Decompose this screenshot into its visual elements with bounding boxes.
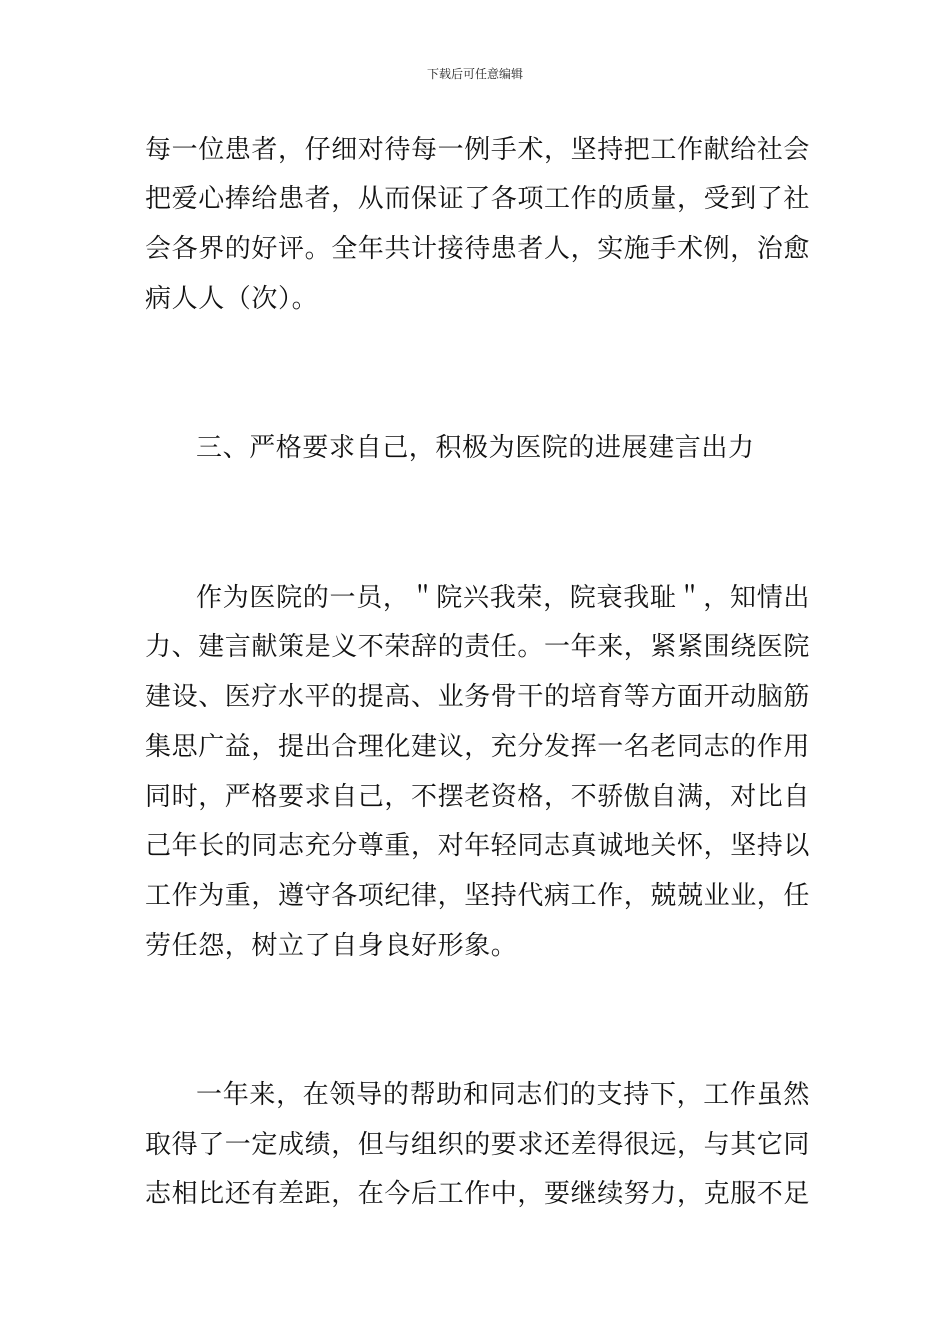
paragraph-2-line-6: 己年长的同志充分尊重，对年轻同志真诚地关怀，坚持以 (145, 831, 810, 861)
paragraph-1-line-1: 每一位患者，仔细对待每一例手术，坚持把工作献给社会 (145, 135, 810, 165)
paragraph-2-line-2: 力、建言献策是义不荣辞的责任。一年来，紧紧围绕医院 (145, 632, 810, 662)
paragraph-3-line-2: 取得了一定成绩，但与组织的要求还差得很远，与其它同 (145, 1130, 810, 1160)
section-heading: 三、严格要求自己，积极为医院的进展建言出力 (196, 433, 755, 463)
paragraph-2-line-7: 工作为重，遵守各项纪律，坚持代病工作，兢兢业业，任 (145, 881, 810, 911)
paragraph-2-line-5: 同时，严格要求自己，不摆老资格，不骄傲自满，对比自 (145, 782, 810, 812)
paragraph-2-line-8: 劳任怨，树立了自身良好形象。 (145, 931, 518, 961)
paragraph-1-line-4: 病人人（次）。 (145, 284, 319, 314)
paragraph-3-line-1: 一年来，在领导的帮助和同志们的支持下，工作虽然 (196, 1080, 810, 1110)
page-header: 下载后可任意编辑 (426, 67, 523, 81)
paragraph-2-line-3: 建设、医疗水平的提高、业务骨干的培育等方面开动脑筋 (145, 682, 810, 712)
paragraph-2-line-1: 作为医院的一员，＂院兴我荣，院衰我耻＂，知情出 (196, 583, 810, 613)
paragraph-1-line-2: 把爱心捧给患者，从而保证了各项工作的质量，受到了社 (145, 184, 810, 214)
paragraph-3-line-3: 志相比还有差距，在今后工作中，要继续努力，克服不足 (145, 1179, 810, 1209)
paragraph-1-line-3: 会各界的好评。全年共计接待患者人，实施手术例，治愈 (145, 234, 810, 264)
paragraph-2-line-4: 集思广益，提出合理化建议，充分发挥一名老同志的作用 (145, 732, 810, 762)
